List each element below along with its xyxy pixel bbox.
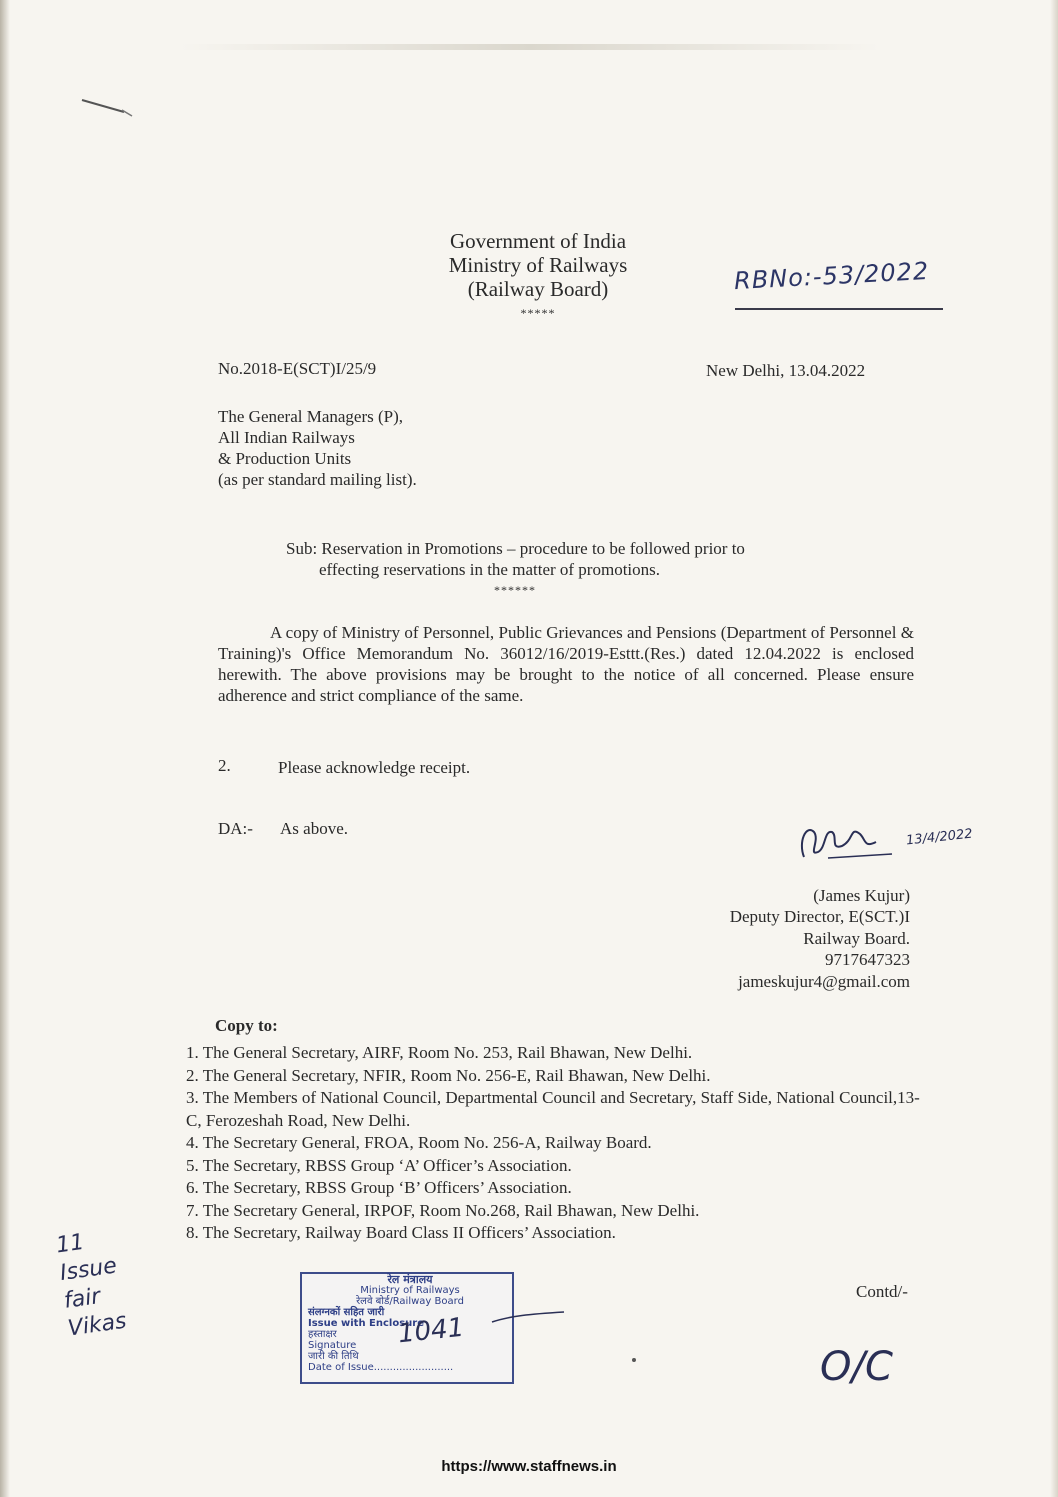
list-item: 6. The Secretary, RBSS Group ‘B’ Officers’ Association.: [186, 1178, 572, 1197]
letterhead-stars: *****: [520, 306, 556, 320]
margin-note-line: 11: [54, 1229, 86, 1259]
stamp-handwritten-number: 1041: [396, 1312, 466, 1350]
subject-stars: ******: [494, 583, 536, 597]
ink-dot: [632, 1358, 636, 1362]
subject-block: [286, 538, 846, 601]
stamp-line: Issue with Enclosure: [308, 1318, 425, 1329]
stamp-line: Date of Issue.........................: [308, 1362, 454, 1373]
place-date: New Delhi, 13.04.2022: [706, 361, 866, 380]
signature-date: 13/4/2022: [905, 826, 974, 849]
list-item: 3. The Members of National Council, Departmental Council and Secretary, Staff Side, National Council,13-C, Ferozeshah Road, New Delhi.: [186, 1088, 920, 1130]
enclosure-label: DA:-: [218, 819, 253, 838]
item-2-text: Please acknowledge receipt.: [278, 758, 471, 777]
margin-note: [54, 1224, 128, 1343]
rb-number-underline: [735, 308, 943, 310]
continued-mark: Contd/-: [856, 1282, 908, 1301]
stamp-line: हस्ताक्षर: [308, 1329, 337, 1340]
stamp-line: रेलवे बोर्ड/Railway Board: [356, 1296, 464, 1307]
list-item: 4. The Secretary General, FROA, Room No. 256-A, Railway Board.: [186, 1133, 652, 1152]
body-paragraph: [218, 622, 914, 706]
letterhead-government: Government of India: [449, 229, 627, 253]
oc-handwritten-mark: O/C: [820, 1344, 893, 1390]
reference-number: No.2018-E(SCT)I/25/9: [218, 359, 377, 378]
stamp-line: संलग्नकों सहित जारी: [308, 1307, 385, 1318]
signatory-office: Railway Board.: [803, 928, 910, 948]
signature-block: [620, 885, 910, 992]
copy-to-list: [186, 1042, 946, 1245]
scan-edge-left: [0, 0, 10, 1497]
rb-number-handwritten: RBNo:-53/2022: [733, 256, 930, 296]
subject-line-2: effecting reservations in the matter of promotions.: [319, 560, 661, 579]
signatory-email[interactable]: jameskujur4@gmail.com: [738, 971, 910, 991]
addressee-line: (as per standard mailing list).: [218, 470, 417, 489]
signatory-designation: Deputy Director, E(SCT.)I: [729, 907, 910, 927]
subject-line-1: Sub: Reservation in Promotions – procedure to be followed prior to: [286, 539, 745, 558]
signatory-phone: 9717647323: [825, 950, 910, 970]
scan-smudge: [180, 44, 880, 50]
letterhead-ministry: Ministry of Railways: [448, 253, 628, 277]
stamp-line: जारी की तिथि: [308, 1351, 359, 1362]
margin-note-line: Vikas: [66, 1308, 129, 1342]
addressee-line: & Production Units: [218, 449, 352, 468]
signatory-name: (James Kujur): [813, 886, 910, 905]
stamp-pen-stroke: [490, 1308, 570, 1328]
stamp-line: Signature: [308, 1340, 357, 1351]
list-item: 1. The General Secretary, AIRF, Room No. 253, Rail Bhawan, New Delhi.: [186, 1043, 693, 1062]
list-item: 8. The Secretary, Railway Board Class II Officers’ Association.: [186, 1223, 616, 1242]
list-item: 2. The General Secretary, NFIR, Room No. 256-E, Rail Bhawan, New Delhi.: [186, 1065, 711, 1085]
letterhead-board: (Railway Board): [467, 277, 609, 301]
list-item: 7. The Secretary General, IRPOF, Room No.268, Rail Bhawan, New Delhi.: [186, 1200, 700, 1220]
stamp-line: Ministry of Railways: [360, 1285, 460, 1296]
addressee-line: All Indian Railways: [218, 428, 355, 447]
addressee-line: The General Managers (P),: [218, 407, 404, 426]
body-text: A copy of Ministry of Personnel, Public Grievances and Pensions (Department of Personnel & Training)'s Office Memorandum No. 36012/16/2019-Esttt.(Res.) dated 12.04.2022 is enclosed herewith. The above provisions may be brought to the notice of all concerned. Please ensure adherence and strict compliance of the same.: [218, 623, 914, 705]
margin-note-line: fair: [62, 1284, 102, 1314]
addressee-block: [218, 406, 417, 490]
margin-note-line: Issue: [58, 1253, 119, 1287]
footer-url[interactable]: https://www.staffnews.in: [441, 1458, 617, 1475]
scan-edge-right: [1050, 0, 1058, 1497]
copy-to-heading: Copy to:: [215, 1016, 278, 1035]
item-2-number: 2.: [218, 756, 231, 775]
pen-mark: [40, 90, 150, 150]
stamp-line: रेल मंत्रालय: [387, 1273, 433, 1286]
letterhead: [378, 229, 698, 325]
list-item: 5. The Secretary, RBSS Group ‘A’ Officer’s Association.: [186, 1155, 572, 1175]
enclosure-text: As above.: [280, 819, 348, 838]
